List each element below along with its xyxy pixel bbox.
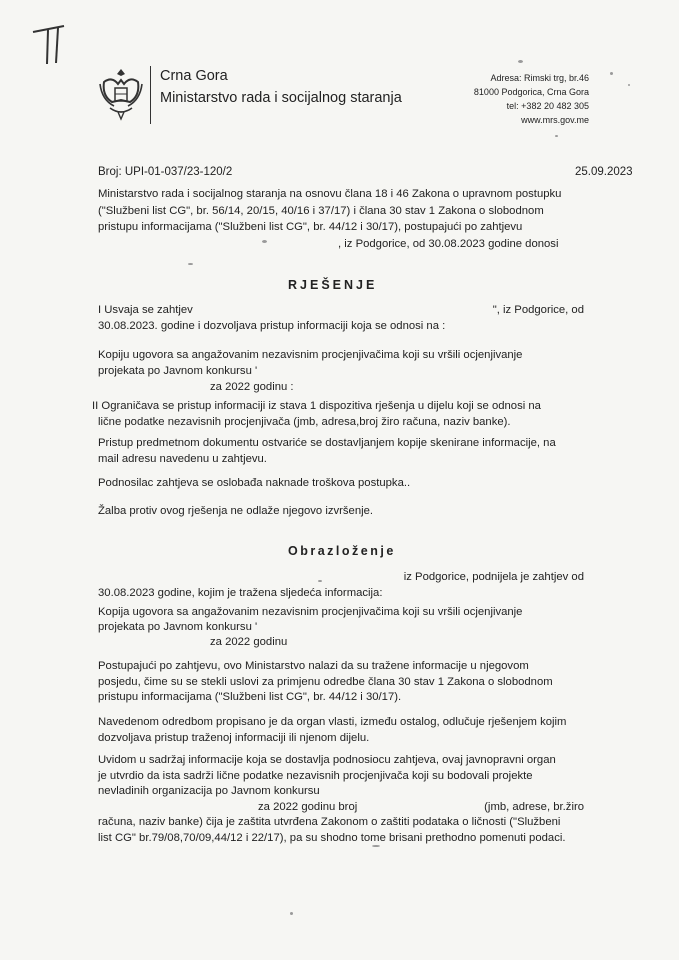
item1-start: I Usvaja se zahtjev <box>98 304 193 316</box>
access-paragraph <box>98 435 556 467</box>
copy-line: projekata po Javnom konkursu ' <box>98 365 258 377</box>
intro-line: , iz Podgorice, od 30.08.2023 godine donosi <box>338 237 559 250</box>
reference-number: Broj: UPI-01-037/23-120/2 <box>98 166 233 178</box>
scan-speck <box>518 60 523 63</box>
access-line: mail adresu navedenu u zahtjevu. <box>98 453 267 465</box>
intro-paragraph <box>98 186 561 252</box>
reasoning-p4 <box>98 753 584 846</box>
intro-line: ("Službeni list CG", br. 56/14, 20/15, 40/16 i 37/17) i člana 30 stav 1 Zakona o slobodnom <box>98 204 544 217</box>
scan-speck <box>610 72 613 75</box>
p3-line: Navedenom odredbom propisano je da organ vlasti, između ostalog, odlučuje rješenjem kojim <box>98 716 567 728</box>
scan-speck <box>318 580 322 582</box>
item2-line: lične podatke nezavisnih procjenjivača (jmb, adresa,broj žiro računa, naziv banke). <box>98 416 511 428</box>
copy-line: Kopija ugovora sa angažovanim nezavisnim procjenjivačima koji su vršili ocjenjivanje <box>98 606 523 618</box>
org-ministry: Ministarstvo rada i socijalnog staranja <box>160 90 402 106</box>
p3-line: dozvoljava pristup traženoj informaciji ili njenom dijelu. <box>98 731 370 744</box>
scan-speck <box>262 240 267 243</box>
org-country: Crna Gora <box>160 68 228 84</box>
decision-item-2 <box>92 398 541 430</box>
fee-paragraph: Podnosilac zahtjeva se oslobađa naknade troškova postupka.. <box>98 477 411 489</box>
p4-line: Uvidom u sadržaj informacije koja se dostavlja podnosiocu zahtjeva, ovaj javnopravni organ <box>98 754 556 766</box>
intro-line: pristupu informacijama ("Službeni list CG", br. 44/12 i 30/17), postupajući po zahtjevu <box>98 221 523 233</box>
p4-line: (jmb, adrese, br.žiro <box>484 800 584 813</box>
address-line: 81000 Podgorica, Crna Gora <box>473 87 589 97</box>
reasoning-p1 <box>98 569 584 601</box>
item1-end: ", iz Podgorice, od <box>492 304 584 316</box>
p4-line: list CG" br.79/08,70/09,44/12 i 22/17), pa su shodno tome brisani prethodno pomenuti podaci. <box>98 831 566 844</box>
scan-speck <box>628 84 630 86</box>
item1-line2: 30.08.2023. godine i dozvoljava pristup informaciji koja se odnosi na : <box>98 320 446 332</box>
copy-line: Kopiju ugovora sa angažovanim nezavisnim procjenjivačima koji su vršili ocjenjivanje <box>98 349 523 361</box>
coat-of-arms-icon <box>96 66 146 122</box>
reasoning-title: Obrazloženje <box>288 544 396 558</box>
scan-speck <box>555 135 558 137</box>
scan-speck <box>188 263 193 265</box>
copy-line: projekata po Javnom konkursu ' <box>98 621 258 633</box>
reasoning-copy <box>98 605 522 650</box>
p1-line: 30.08.2023 godine, kojim je tražena sljedeća informacija: <box>98 587 383 599</box>
scan-speck <box>372 845 380 847</box>
website: www.mrs.gov.me <box>521 115 589 125</box>
reasoning-p3 <box>98 715 566 746</box>
p4-line: je utvrdio da ista sadrži lične podatke nezavisnih procjenjivača koji su bodovali projekte <box>98 769 533 782</box>
p4-line: za 2022 godinu broj <box>258 800 358 813</box>
p2-line: pristupu informacijama ("Službeni list CG", br. 44/12 i 30/17). <box>98 691 402 703</box>
access-line: Pristup predmetnom dokumentu ostvariće se dostavljanjem kopije skenirane informacije, na <box>98 437 556 449</box>
p1-line: iz Podgorice, podnijela je zahtjev od <box>403 571 584 583</box>
scan-speck <box>290 912 293 915</box>
document-date: 25.09.2023 <box>575 166 633 178</box>
decision-copy <box>98 347 522 395</box>
p4-line: nevladinih organizacija po Javnom konkursu <box>98 785 320 797</box>
decision-item-1 <box>98 302 584 334</box>
p2-line: posjedu, čime su se stekli uslovi za primjenu odredbe člana 30 stav 1 Zakona o slobodnom <box>98 675 553 688</box>
header-divider <box>150 66 151 124</box>
copy-line: za 2022 godinu : <box>210 381 294 393</box>
p2-line: Postupajući po zahtjevu, ovo Ministarstvo nalazi da su tražene informacije u njegovom <box>98 660 529 672</box>
address-line: Adresa: Rimski trg, br.46 <box>490 73 589 83</box>
intro-line: Ministarstvo rada i socijalnog staranja na osnovu člana 18 i 46 Zakona o upravnom postupku <box>98 188 562 200</box>
address-block <box>474 71 589 127</box>
handwritten-mark <box>30 18 68 66</box>
appeal-paragraph: Žalba protiv ovog rješenja ne odlaže njegovo izvršenje. <box>98 505 374 517</box>
decision-title: RJEŠENJE <box>288 278 378 292</box>
p4-line: računa, naziv banke) čija je zaštita utvrđena Zakonom o zaštiti podataka o ličnosti ("Službeni <box>98 816 561 828</box>
item2-line: II Ograničava se pristup informaciji iz stava 1 dispozitiva rješenja u dijelu koji se odnosi na <box>92 400 541 412</box>
copy-line: za 2022 godinu <box>210 636 288 648</box>
address-line: tel: +382 20 482 305 <box>506 101 589 111</box>
reasoning-p2 <box>98 659 553 706</box>
